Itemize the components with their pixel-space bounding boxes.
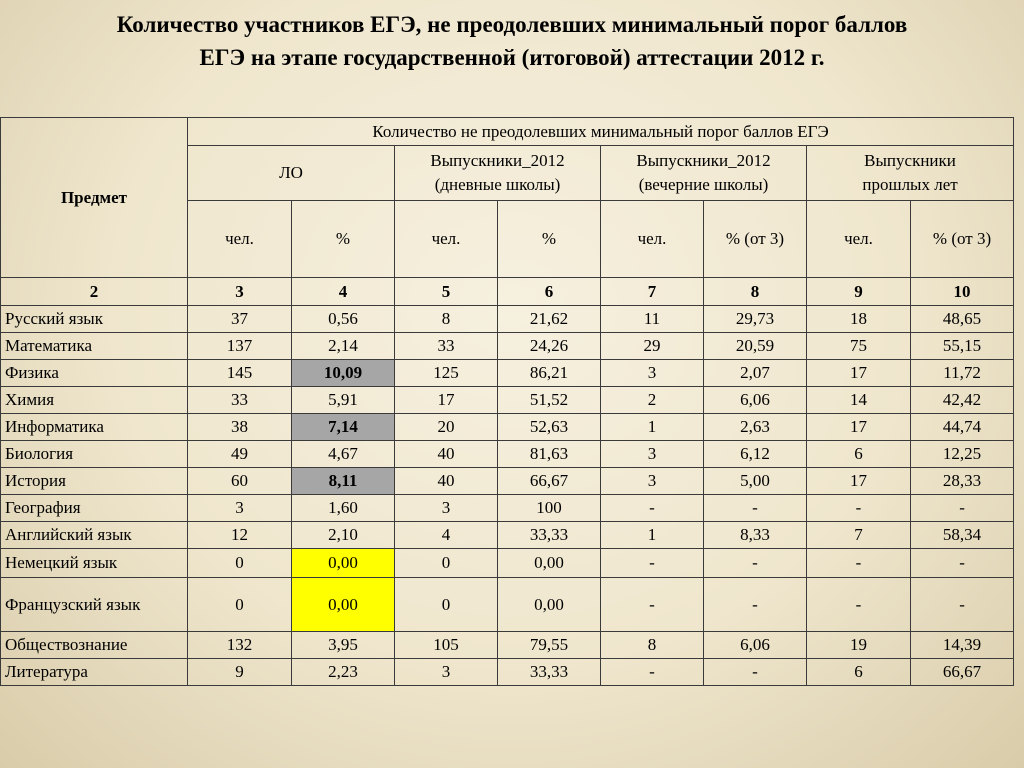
value-cell: - xyxy=(601,495,704,522)
value-cell: 21,62 xyxy=(498,306,601,333)
value-cell: 2,14 xyxy=(292,333,395,360)
value-cell: 1,60 xyxy=(292,495,395,522)
subject-cell: Биология xyxy=(1,441,188,468)
value-cell: 33,33 xyxy=(498,522,601,549)
highlighted-value-cell: 10,09 xyxy=(292,360,395,387)
value-cell: 7 xyxy=(807,522,911,549)
column-number: 2 xyxy=(1,278,188,306)
group-header-line2: (дневные школы) xyxy=(434,175,561,194)
value-cell: 49 xyxy=(188,441,292,468)
column-number-row xyxy=(1,278,1014,306)
highlighted-value-cell: 7,14 xyxy=(292,414,395,441)
value-cell: 24,26 xyxy=(498,333,601,360)
group-header-evening-schools xyxy=(601,146,807,201)
header-row-top xyxy=(1,118,1014,146)
table-row xyxy=(1,441,1014,468)
group-header-lo xyxy=(188,146,395,201)
value-cell: 8 xyxy=(395,306,498,333)
subject-cell: География xyxy=(1,495,188,522)
value-cell: 2,63 xyxy=(704,414,807,441)
value-cell: 11 xyxy=(601,306,704,333)
value-cell: 17 xyxy=(807,360,911,387)
value-cell: 37 xyxy=(188,306,292,333)
table-row xyxy=(1,495,1014,522)
value-cell: 5,00 xyxy=(704,468,807,495)
unit-header: чел. xyxy=(395,201,498,278)
value-cell: 2,07 xyxy=(704,360,807,387)
value-cell: - xyxy=(807,549,911,578)
column-number: 7 xyxy=(601,278,704,306)
value-cell: 0,00 xyxy=(498,578,601,632)
title-line-2: ЕГЭ на этапе государственной (итоговой) аттестации 2012 г. xyxy=(199,45,825,70)
value-cell: 20 xyxy=(395,414,498,441)
value-cell: 100 xyxy=(498,495,601,522)
table-row xyxy=(1,306,1014,333)
value-cell: - xyxy=(911,549,1014,578)
value-cell: - xyxy=(601,659,704,686)
unit-header: % (от 3) xyxy=(704,201,807,278)
group-header-line1: Выпускники xyxy=(864,151,956,170)
value-cell: 60 xyxy=(188,468,292,495)
value-cell: 0 xyxy=(395,549,498,578)
value-cell: 3 xyxy=(601,360,704,387)
subject-cell: Математика xyxy=(1,333,188,360)
value-cell: 44,74 xyxy=(911,414,1014,441)
value-cell: 6 xyxy=(807,659,911,686)
group-header-line1: Выпускники_2012 xyxy=(636,151,771,170)
value-cell: 58,34 xyxy=(911,522,1014,549)
group-header-past-graduates xyxy=(807,146,1014,201)
value-cell: 17 xyxy=(807,468,911,495)
column-number: 3 xyxy=(188,278,292,306)
subject-cell: Химия xyxy=(1,387,188,414)
value-cell: 29,73 xyxy=(704,306,807,333)
value-cell: 0,00 xyxy=(498,549,601,578)
column-number: 8 xyxy=(704,278,807,306)
unit-header: % xyxy=(498,201,601,278)
value-cell: 20,59 xyxy=(704,333,807,360)
highlighted-value-cell: 0,00 xyxy=(292,578,395,632)
group-header-line1: Выпускники_2012 xyxy=(430,151,565,170)
value-cell: 3 xyxy=(601,441,704,468)
table-row xyxy=(1,522,1014,549)
group-header-day-schools xyxy=(395,146,601,201)
subject-cell: Литература xyxy=(1,659,188,686)
group-header-line2: прошлых лет xyxy=(862,175,958,194)
subject-cell: История xyxy=(1,468,188,495)
subject-cell: Английский язык xyxy=(1,522,188,549)
value-cell: 66,67 xyxy=(911,659,1014,686)
value-cell: 8 xyxy=(601,632,704,659)
value-cell: 19 xyxy=(807,632,911,659)
value-cell: 9 xyxy=(188,659,292,686)
value-cell: 3 xyxy=(188,495,292,522)
value-cell: 1 xyxy=(601,522,704,549)
table-row xyxy=(1,632,1014,659)
highlighted-value-cell: 0,00 xyxy=(292,549,395,578)
column-number: 5 xyxy=(395,278,498,306)
value-cell: 3 xyxy=(601,468,704,495)
value-cell: 3,95 xyxy=(292,632,395,659)
value-cell: 6 xyxy=(807,441,911,468)
value-cell: 4,67 xyxy=(292,441,395,468)
value-cell: 14,39 xyxy=(911,632,1014,659)
value-cell: - xyxy=(704,549,807,578)
value-cell: 1 xyxy=(601,414,704,441)
value-cell: - xyxy=(704,659,807,686)
table-row xyxy=(1,414,1014,441)
unit-header: чел. xyxy=(807,201,911,278)
value-cell: 17 xyxy=(395,387,498,414)
value-cell: 86,21 xyxy=(498,360,601,387)
table-row xyxy=(1,360,1014,387)
value-cell: 40 xyxy=(395,468,498,495)
value-cell: - xyxy=(911,495,1014,522)
subject-header: Предмет xyxy=(1,118,188,278)
results-table xyxy=(0,117,1014,686)
group-header-line1: ЛО xyxy=(279,163,303,182)
subject-cell: Немецкий язык xyxy=(1,549,188,578)
unit-header: % (от 3) xyxy=(911,201,1014,278)
unit-header: % xyxy=(292,201,395,278)
column-number: 6 xyxy=(498,278,601,306)
subject-cell: Физика xyxy=(1,360,188,387)
value-cell: 38 xyxy=(188,414,292,441)
value-cell: 42,42 xyxy=(911,387,1014,414)
value-cell: 66,67 xyxy=(498,468,601,495)
table-row xyxy=(1,549,1014,578)
value-cell: 28,33 xyxy=(911,468,1014,495)
value-cell: 0 xyxy=(188,578,292,632)
value-cell: 125 xyxy=(395,360,498,387)
column-number: 10 xyxy=(911,278,1014,306)
value-cell: 137 xyxy=(188,333,292,360)
value-cell: 0 xyxy=(188,549,292,578)
value-cell: 81,63 xyxy=(498,441,601,468)
subject-cell: Информатика xyxy=(1,414,188,441)
value-cell: 75 xyxy=(807,333,911,360)
column-number: 9 xyxy=(807,278,911,306)
value-cell: - xyxy=(704,578,807,632)
column-number: 4 xyxy=(292,278,395,306)
value-cell: 3 xyxy=(395,659,498,686)
value-cell: 12 xyxy=(188,522,292,549)
value-cell: 55,15 xyxy=(911,333,1014,360)
value-cell: 2 xyxy=(601,387,704,414)
value-cell: 0,56 xyxy=(292,306,395,333)
value-cell: 11,72 xyxy=(911,360,1014,387)
table-row xyxy=(1,578,1014,632)
table-row xyxy=(1,333,1014,360)
value-cell: 0 xyxy=(395,578,498,632)
value-cell: 12,25 xyxy=(911,441,1014,468)
value-cell: 33 xyxy=(188,387,292,414)
value-cell: 6,06 xyxy=(704,632,807,659)
value-cell: - xyxy=(807,495,911,522)
value-cell: 29 xyxy=(601,333,704,360)
value-cell: 2,10 xyxy=(292,522,395,549)
value-cell: 18 xyxy=(807,306,911,333)
value-cell: 33 xyxy=(395,333,498,360)
value-cell: 40 xyxy=(395,441,498,468)
value-cell: 145 xyxy=(188,360,292,387)
subject-cell: Русский язык xyxy=(1,306,188,333)
subject-cell: Французский язык xyxy=(1,578,188,632)
value-cell: - xyxy=(704,495,807,522)
group-header-line2: (вечерние школы) xyxy=(638,175,769,194)
value-cell: 6,06 xyxy=(704,387,807,414)
top-header: Количество не преодолевших минимальный порог баллов ЕГЭ xyxy=(188,118,1014,146)
value-cell: - xyxy=(911,578,1014,632)
value-cell: 4 xyxy=(395,522,498,549)
highlighted-value-cell: 8,11 xyxy=(292,468,395,495)
value-cell: 51,52 xyxy=(498,387,601,414)
table-row xyxy=(1,387,1014,414)
slide-title xyxy=(0,8,1024,74)
value-cell: 79,55 xyxy=(498,632,601,659)
value-cell: 33,33 xyxy=(498,659,601,686)
value-cell: - xyxy=(601,549,704,578)
unit-header: чел. xyxy=(188,201,292,278)
value-cell: 105 xyxy=(395,632,498,659)
value-cell: 2,23 xyxy=(292,659,395,686)
value-cell: 48,65 xyxy=(911,306,1014,333)
value-cell: 52,63 xyxy=(498,414,601,441)
table-row xyxy=(1,468,1014,495)
value-cell: 5,91 xyxy=(292,387,395,414)
value-cell: 14 xyxy=(807,387,911,414)
table-row xyxy=(1,659,1014,686)
value-cell: 8,33 xyxy=(704,522,807,549)
value-cell: - xyxy=(601,578,704,632)
value-cell: - xyxy=(807,578,911,632)
value-cell: 3 xyxy=(395,495,498,522)
value-cell: 17 xyxy=(807,414,911,441)
unit-header: чел. xyxy=(601,201,704,278)
subject-cell: Обществознание xyxy=(1,632,188,659)
value-cell: 132 xyxy=(188,632,292,659)
value-cell: 6,12 xyxy=(704,441,807,468)
title-line-1: Количество участников ЕГЭ, не преодолевших минимальный порог баллов xyxy=(116,12,908,37)
